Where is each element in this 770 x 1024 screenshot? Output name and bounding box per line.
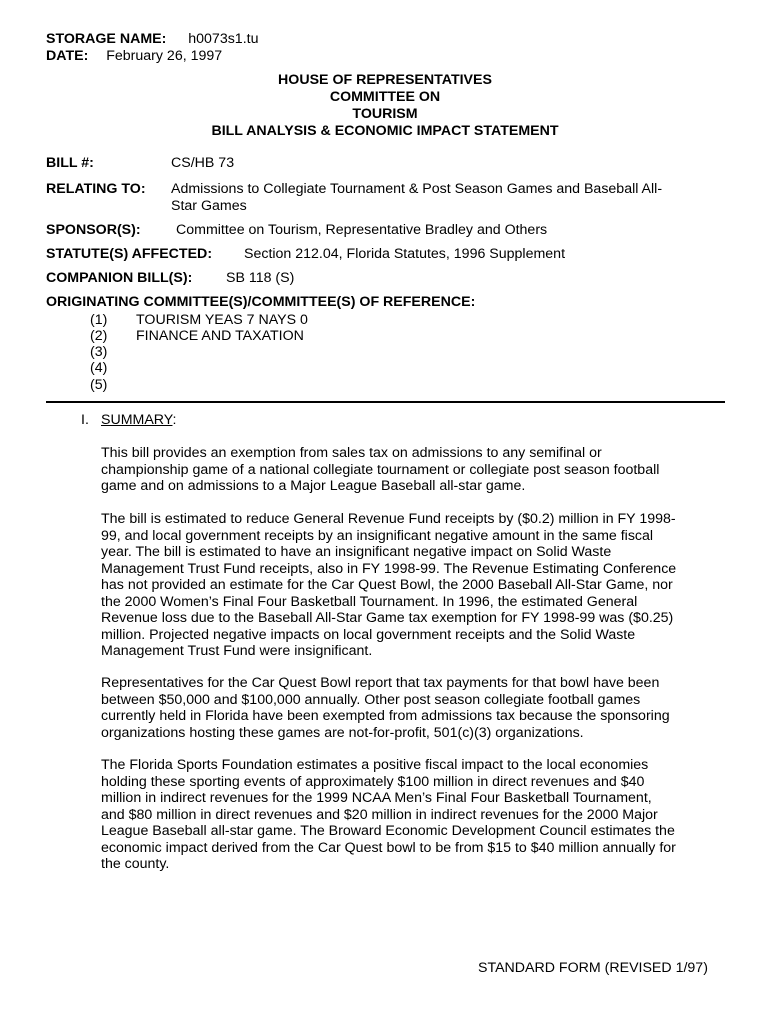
title-line-3: TOURISM [352,106,418,122]
paragraph-line: economic impact derived from the Car Quest bowl to be from $15 to $40 million annually for [101,839,676,856]
summary-paragraph-3 [101,675,726,741]
paragraph-line: This bill provides an exemption from sales tax on admissions to any semifinal or [101,445,602,461]
bill-label: BILL #: [46,155,94,171]
originating-label: ORIGINATING COMMITTEE(S)/COMMITTEE(S) OF REFERENCE: [46,294,476,310]
statute-value: Section 212.04, Florida Statutes, 1996 Supplement [244,246,566,262]
storage-name-line: STORAGE NAME: h0073s1.tu [46,31,259,47]
paragraph-line: million in indirect revenues for the 1999 NCAA Men’s Final Four Basketball Tournament, [101,790,652,806]
committee-num-2: (2) [90,328,108,344]
committee-name-1: TOURISM YEAS 7 NAYS 0 [136,312,308,328]
paragraph-line: holding these sporting events of approximately $100 million in direct revenues and $40 [101,773,645,790]
relating-value-line-2: Star Games [171,198,247,214]
summary-paragraph-4 [101,757,726,873]
paragraph-line: 99, and local government receipts by an insignificant negative amount in the same fiscal [101,527,654,544]
committee-name-2: FINANCE AND TAXATION [136,328,304,344]
summary-heading-line: SUMMARY: [101,412,177,428]
sponsor-value: Committee on Tourism, Representative Bradley and Others [176,222,548,238]
companion-value: SB 118 (S) [226,270,295,286]
title-line-1: HOUSE OF REPRESENTATIVES [278,72,492,88]
paragraph-line: championship game of a national collegiate tournament or collegiate post season football [101,461,660,478]
date-line: DATE: February 26, 1997 [46,48,223,64]
paragraph-line: game and on admissions to a Major League Baseball all-star game. [101,478,526,494]
paragraph-line: Revenue loss due to the Baseball All-Star Game tax exemption for FY 1998-99 was ($0.25) [101,610,674,626]
horizontal-rule [46,401,725,403]
paragraph-line: Management Trust Fund receipts, also in FY 1998-99. The Revenue Estimating Conference [101,560,677,577]
companion-label: COMPANION BILL(S): [46,270,193,286]
date-value: February 26, 1997 [106,48,223,64]
committee-num-1: (1) [90,312,108,328]
paragraph-line: currently held in Florida have been exempted from admissions tax because the sponsoring [101,708,670,724]
title-line-4: BILL ANALYSIS & ECONOMIC IMPACT STATEMENT [211,123,559,139]
committee-num-5: (5) [90,377,108,393]
storage-name-value: h0073s1.tu [188,31,259,47]
bill-value: CS/HB 73 [171,155,235,171]
paragraph-line: the county. [101,856,170,872]
paragraph-line: organizations hosting these games are not-for-profit, 501(c)(3) organizations. [101,724,584,741]
paragraph-line: League Baseball all-star game. The Broward Economic Development Council estimates the [101,823,675,839]
paragraph-line: the 2000 Women’s Final Four Basketball Tournament. In 1996, the estimated General [101,593,638,610]
summary-heading: SUMMARY [101,412,173,428]
summary-numeral: I. [81,412,89,428]
paragraph-line: The bill is estimated to reduce General Revenue Fund receipts by ($0.2) million in FY 1998- [101,511,676,527]
committee-num-4: (4) [90,360,108,376]
relating-label: RELATING TO: [46,181,146,197]
committee-num-3: (3) [90,344,108,360]
paragraph-line: and $80 million in direct revenues and $20 million in indirect revenues for the 2000 Major [101,806,658,823]
summary-paragraph-1 [101,445,726,495]
paragraph-line: million. Projected negative impacts on local government receipts and the Solid Waste [101,626,636,643]
relating-value-line-1: Admissions to Collegiate Tournament & Post Season Games and Baseball All- [171,181,663,197]
paragraph-line: year. The bill is estimated to have an insignificant negative impact on Solid Waste [101,544,612,560]
sponsor-label: SPONSOR(S): [46,222,141,238]
storage-name-label: STORAGE NAME [46,31,162,47]
footer-form-label: STANDARD FORM (REVISED 1/97) [478,960,708,976]
paragraph-line: Representatives for the Car Quest Bowl report that tax payments for that bowl have been [101,675,660,691]
summary-paragraph-2 [101,511,726,660]
statute-label: STATUTE(S) AFFECTED: [46,246,213,262]
paragraph-line: has not provided an estimate for the Car Quest Bowl, the 2000 Baseball All-Star Game, nor [101,577,673,593]
paragraph-line: between $50,000 and $100,000 annually. Other post season collegiate football games [101,691,641,708]
title-line-2: COMMITTEE ON [329,89,441,105]
paragraph-line: The Florida Sports Foundation estimates a positive fiscal impact to the local economies [101,757,649,773]
date-label: DATE [46,48,84,64]
paragraph-line: Management Trust Fund were insignificant. [101,643,373,659]
